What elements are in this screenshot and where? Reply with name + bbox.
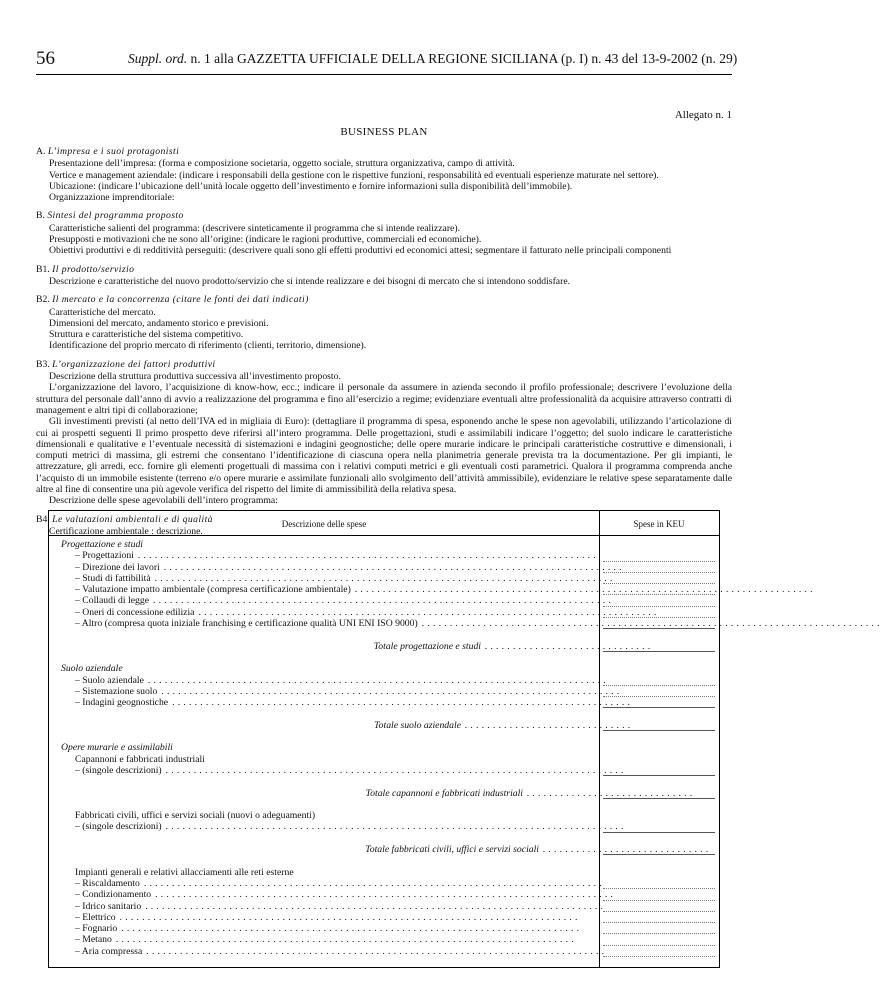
total-row: Totale capannoni e fabbricati industriali ..............................: [365, 787, 696, 799]
column-header-spese: Spese in KEU: [633, 519, 685, 529]
expense-row: – Condizionamento ..................................................................................: [75, 889, 617, 901]
section-b3: [36, 359, 732, 507]
section-b4-title: B4. Le valutazioni ambientali e di qualità: [36, 513, 213, 525]
amount-field[interactable]: [603, 686, 715, 697]
gazette-title: [128, 51, 737, 67]
section-a: [36, 146, 732, 203]
gazette-prefix: Suppl. ord.: [128, 51, 188, 66]
expense-row: – Valutazione impatto ambientale (compresa certificazione ambientale) ..................................................................................: [75, 584, 816, 596]
amount-field[interactable]: [603, 573, 715, 584]
gazette-rest: n. 1 alla GAZZETTA UFFICIALE DELLA REGIONE SICILIANA (p. I) n. 43 del 13-9-2002 (n. 29): [187, 51, 738, 66]
group-title: Opere murarie e assimilabili: [61, 742, 173, 754]
section-b1: [36, 264, 732, 288]
expense-row: – (singole descrizioni) ..................................................................................: [75, 821, 627, 833]
section-b1-p1: Descrizione e caratteristiche del nuovo prodotto/servizio che si intende realizzare e dei bisogni di mercato che si intendono soddisfare.: [49, 275, 571, 287]
section-b2-title: B2. Il mercato e la concorrenza (citare le fonti dei dati indicati): [36, 294, 309, 306]
total-amount-field[interactable]: [603, 844, 715, 855]
total-row: Totale suolo aziendale ..............................: [374, 719, 634, 731]
subgroup-title: Fabbricati civili, uffici e servizi sociali (nuovi o adeguamenti): [75, 810, 316, 822]
amount-field[interactable]: [603, 878, 715, 889]
subgroup-title: Impianti generali e relativi allacciamenti alle reti esterne: [75, 866, 294, 878]
expense-row: – Indagini geognostiche ..................................................................................: [75, 697, 634, 709]
amount-column: [603, 539, 715, 957]
group-title: Suolo aziendale: [61, 663, 123, 675]
section-b2-p3: Struttura e caratteristiche del sistema competitivo.: [49, 329, 244, 341]
total-amount-field[interactable]: [603, 641, 715, 652]
section-b2-p1: Caratteristiche del mercato.: [49, 306, 156, 318]
amount-field[interactable]: [603, 550, 715, 561]
section-b1-title: B1. Il prodotto/servizio: [36, 263, 135, 275]
expense-row: – Sistemazione suolo ..................................................................................: [75, 685, 623, 697]
amount-field[interactable]: [603, 562, 715, 573]
amount-field[interactable]: [603, 889, 715, 900]
section-a-title: A. L’impresa e i suoi protagonisti: [36, 146, 180, 157]
section-a-p1: Presentazione dell’impresa: (forma e composizione societaria, oggetto sociale, struttura organizzativa, campo di attività.: [49, 158, 515, 170]
total-amount-field[interactable]: [603, 788, 715, 799]
amount-field[interactable]: [603, 946, 715, 957]
expense-row: – Fognario ..................................................................................: [75, 923, 583, 935]
expense-row: – Studi di fattibilità ..................................................................................: [75, 572, 616, 584]
section-b2-p4: Identificazione del proprio mercato di riferimento (clienti, territorio, dimensione).: [49, 340, 367, 352]
expense-table: [48, 510, 883, 968]
expense-row: – Altro (compresa quota iniziale franchising e certificazione qualità UNI ENI ISO 9000) ..................................................................................: [75, 618, 883, 630]
page-header: [36, 48, 738, 70]
section-b3-title: B3. L’organizzazione dei fattori produttivi: [36, 358, 216, 370]
amount-field[interactable]: [603, 607, 715, 618]
section-b4-p1: Certificazione ambientale : descrizione.: [49, 525, 203, 537]
group-title: Progettazione e studi: [61, 539, 143, 550]
section-b-p2: Presupposti e motivazioni che ne sono all’origine: (indicare le ragioni produttive, commerciali ed economiche).: [49, 234, 482, 246]
expense-row: – (singole descrizioni) ..................................................................................: [75, 764, 627, 776]
document-title: BUSINESS PLAN: [340, 126, 428, 138]
expense-row: – Elettrico ..................................................................................: [75, 911, 581, 923]
section-b-title: B. Sintesi del programma proposto: [36, 210, 184, 222]
expense-row: – Collaudi di legge ..................................................................................: [75, 595, 614, 607]
amount-field[interactable]: [603, 901, 715, 912]
page-number: 56: [36, 48, 55, 69]
section-b: [36, 210, 732, 256]
amount-field[interactable]: [603, 697, 715, 708]
header-rule: [36, 74, 732, 75]
section-b3-p4: Descrizione delle spese agevolabili dell’intero programma:: [49, 495, 278, 507]
document-body: [36, 146, 732, 544]
header-divider: [49, 535, 719, 536]
expense-row: – Idrico sanitario ..................................................................................: [75, 900, 607, 912]
amount-field[interactable]: [603, 765, 715, 776]
section-a-p3: Ubicazione: (indicare l’ubicazione dell’unità locale oggetto dell’investimento e fornire informazioni sulla disponibilità dell’immobile).: [49, 180, 573, 192]
expense-row: – Aria compressa ..................................................................................: [75, 945, 608, 957]
amount-field[interactable]: [603, 821, 715, 832]
expense-row: – Progettazioni ..................................................................................: [75, 550, 599, 562]
section-a-p2: Vertice e management aziendale: (indicare i responsabili della gestione con le rispettive funzioni, responsabilità ed eventuali esperienze maturate nel settore).: [49, 169, 659, 181]
expense-row: – Direzione dei lavori ..................................................................................: [75, 561, 625, 573]
amount-field[interactable]: [603, 934, 715, 945]
subgroup-title: Capannoni e fabbricati industriali: [75, 753, 205, 765]
amount-field[interactable]: [603, 618, 715, 629]
amount-field[interactable]: [603, 595, 715, 606]
section-b2: [36, 294, 732, 351]
allegato-label: Allegato n. 1: [674, 109, 732, 121]
expense-row: – Metano ..................................................................................: [75, 934, 577, 946]
section-b3-p2: L’organizzazione del lavoro, l’acquisizione di know-how, ecc.; indicare il personale da assumere in azienda secondo il profilo professionale; descrivere l’evoluzione della struttura del personale dall’anno di avvio a realizzazione del programma e fino all’esercizio a regime; evidenziare eventuali altre professionalità da acquisire attraverso contratti di management e altri tipi di collaborazione;: [36, 382, 732, 416]
section-a-p4: Organizzazione imprenditoriale:: [49, 192, 175, 204]
total-row: Totale progettazione e studi ..............................: [373, 640, 654, 652]
column-header-description: Descrizione delle spese: [281, 519, 367, 529]
total-row: Totale fabbricati civili, uffici e servizi sociali ..............................: [365, 844, 712, 856]
expense-row: – Suolo aziendale ..................................................................................: [75, 674, 609, 686]
total-amount-field[interactable]: [603, 720, 715, 731]
amount-field[interactable]: [603, 675, 715, 686]
expense-rows: [49, 539, 883, 957]
amount-field[interactable]: [603, 584, 715, 595]
amount-field[interactable]: [603, 912, 715, 923]
section-b2-p2: Dimensioni del mercato, andamento storico e previsioni.: [49, 317, 269, 329]
section-b3-p1: Descrizione della struttura produttiva successiva all’investimento proposto.: [49, 371, 341, 383]
expense-row: – Oneri di concessione edilizia ..................................................................................: [75, 606, 660, 618]
amount-field[interactable]: [603, 923, 715, 934]
expense-row: – Riscaldamento ..................................................................................: [75, 877, 605, 889]
section-b-p3: Obiettivi produttivi e di redditività perseguiti: (descrivere quali sono gli effetti produttivi ed economici attesi; segmentare il fatturato nelle principali componenti: [49, 245, 672, 257]
section-b-p1: Caratteristiche salienti del programma: (descrivere sinteticamente il programma che si intende realizzare).: [49, 222, 460, 234]
section-b3-p3: Gli investimenti previsti (al netto dell’IVA ed in migliaia di Euro): (dettagliare il programma di spesa, esponendo anche le spese non agevolabili, utilizzando l’articolazione di cui ai prospetti seguenti Il primo prospetto deve riferirsi all’intero programma. Delle progettazioni, studi e assimilabili indicare l’oggetto; del suolo indicare le caratteristiche dimensionali e qualitative e l’eventuale necessità di sistemazioni e indagini geognostiche; delle opere murarie indicare le principali caratteristiche costruttive e dimensionali, i computi metrici di massima, gli estremi che consentano l’identificazione di ciascuna opera nella planimetria generale prevista tra la documentazione. Per gli impianti, le attrezzature, gli arredi, ecc. fornire gli elementi progettuali di massima con i relativi computi metrici e gli eventuali costi parametrici. Qualora il programma comprenda anche l’acquisto di un immobile esistente (terreno e/o opere murarie e assimilate funzionali allo svolgimento dell’attività ammissibile), evidenziare le relative spese separatamente dalle altre al fine di consentire una più agevole verifica del rispetto del limite di ammissibilità della relativa spesa.: [36, 416, 732, 496]
